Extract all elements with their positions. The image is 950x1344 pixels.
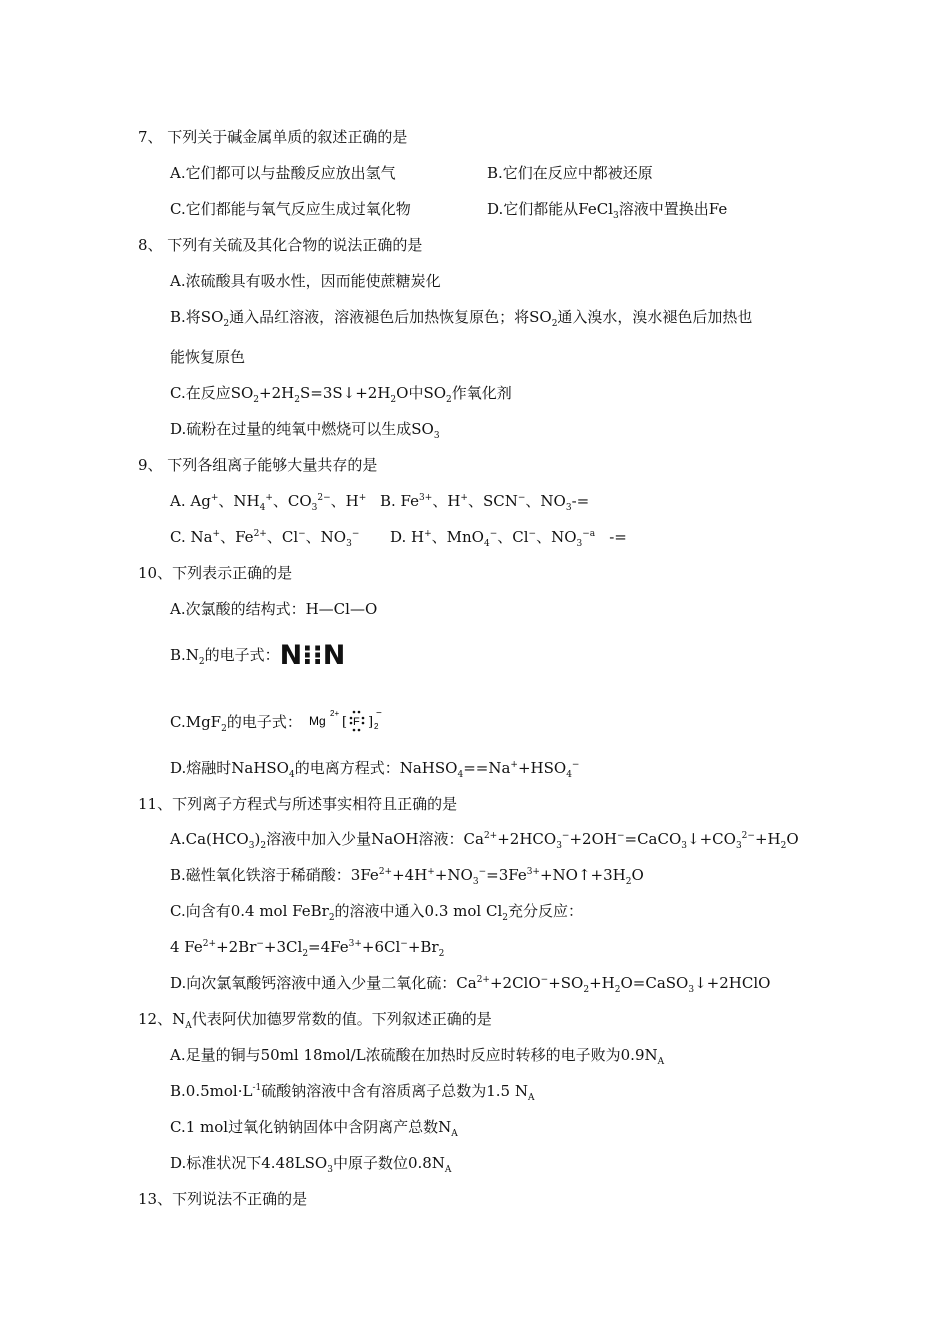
mgf2-lewis-structure bbox=[307, 705, 393, 735]
q7-option-a: A.它们都可以与盐酸反应放出氢气 bbox=[170, 164, 396, 182]
q9-option-b: B. $Fe^{3+}$、H+、SCN−、$NO_3-=$ bbox=[380, 492, 590, 513]
q10-option-c: C.MgF$_2$的电子式： Mg 2+ [ F ] 2 − bbox=[170, 705, 393, 735]
q7-option-d: D.它们都能从FeCl$_3$溶液中置换出Fe bbox=[487, 200, 728, 221]
mg-charge: 2+ bbox=[329, 709, 339, 718]
f-subscript: 2 bbox=[373, 722, 379, 731]
q10-option-b: $B.N_2$的电子式：N⁝⁝N bbox=[170, 640, 346, 671]
q10-stem: 10、下列表示正确的是 bbox=[138, 564, 293, 582]
f-charge: − bbox=[375, 708, 382, 719]
q8-option-a: A.浓硫酸具有吸水性，因而能使蔗糖炭化 bbox=[170, 272, 441, 290]
q8-option-b: B.将$SO_2$通入品红溶液，溶液褪色后加热恢复原色；将$SO_2$通入溴水，溴水褪色后加热也 bbox=[170, 308, 753, 329]
q10-option-d: D.熔融时NaHSO$_4$的电离方程式：$NaHSO_4==Na^++HSO_4^-$ bbox=[170, 759, 580, 780]
q7-option-b: B.它们在反应中都被还原 bbox=[487, 164, 653, 182]
q12-option-c: C.1 mol过氧化钠钠固体中含阴离产总数$N_A$ bbox=[170, 1118, 458, 1139]
q11-stem: 11、下列离子方程式与所述事实相符且正确的是 bbox=[138, 795, 458, 813]
q8-stem: 8、 下列有关硫及其化合物的说法正确的是 bbox=[138, 236, 423, 254]
q11-option-b: B.磁性氧化铁溶于稀硝酸：$3Fe^{2+}+4H^++NO_3^-=3Fe^{3+}+NO↑+3H_2O$ bbox=[170, 866, 644, 887]
q9-stem: 9、 下列各组离子能够大量共存的是 bbox=[138, 456, 378, 474]
q11-option-a: $A.Ca(HCO_3)_2$溶液中加入少量NaOH溶液：$Ca^{2+}+2HCO_3^-+2OH^-=CaCO_3↓+CO_3^{2-}+H_2O$ bbox=[170, 830, 799, 851]
mgf2-electron-formula bbox=[307, 705, 393, 735]
q9-option-d: D. H+、MnO$_4$−、Cl−、$NO_3^{-a}$ -= bbox=[390, 528, 627, 549]
q12-option-d: D.标准状况下$4.48LSO_3$中原子数位$0.8N_A$ bbox=[170, 1154, 452, 1175]
q7-stem: 7、 下列关于碱金属单质的叙述正确的是 bbox=[138, 128, 408, 146]
q11-option-d: D.向次氯氧酸钙溶液中通入少量二氧化硫：$Ca^{2+}+2ClO^-+SO_2+H_2O=CaSO_3↓+2HClO$ bbox=[170, 974, 771, 995]
q11-option-c: C.向含有0.4 mol FeBr$_2$的溶液中通入0.3 mol $Cl_2$充分反应： bbox=[170, 902, 584, 923]
q8-option-c: C.在反应$SO_2+2H_2S=3S↓+2H_2O$中$SO_2$作氧化剂 bbox=[170, 384, 512, 405]
q9-option-a: A. Ag+、$NH_4^+$、$CO_3^{2-}$、H+ bbox=[170, 492, 367, 513]
q12-option-b: $B.0.5mol\cdot L^{-1}$硫酸钠溶液中含有溶质离子总数为1.5 $N_A$ bbox=[170, 1082, 535, 1103]
q10-option-a: A.次氯酸的结构式：H—Cl—O bbox=[170, 600, 378, 618]
q7-option-c: C.它们都能与氧气反应生成过氧化物 bbox=[170, 200, 411, 218]
q13-stem: 13、下列说法不正确的是 bbox=[138, 1190, 308, 1208]
right-bracket: ] bbox=[367, 715, 373, 730]
n2-electron-formula: N⁝⁝N bbox=[279, 640, 346, 671]
q12-option-a: A.足量的铜与50ml 18mol/L浓硫酸在加热时反应时转移的电子败为$0.9N_A$ bbox=[170, 1046, 665, 1067]
left-bracket: [ bbox=[341, 715, 347, 730]
mg-symbol: Mg bbox=[308, 714, 326, 728]
q8-option-b-continued: 能恢复原色 bbox=[170, 348, 246, 366]
q11-option-c-equation: 4 $Fe^{2+}+2Br^-+3Cl_2=4Fe^{3+}+6Cl^-+Br_2$ bbox=[170, 938, 445, 959]
q9-option-c: C. Na+、$Fe^{2+}$、Cl−、$NO_3^-$ bbox=[170, 528, 360, 549]
q8-option-d: D.硫粉在过量的纯氧中燃烧可以生成$SO_3$ bbox=[170, 420, 440, 441]
f-symbol: F bbox=[352, 716, 360, 728]
q12-stem: 12、$N_A$代表阿伏加德罗常数的值。下列叙述正确的是 bbox=[138, 1010, 492, 1031]
